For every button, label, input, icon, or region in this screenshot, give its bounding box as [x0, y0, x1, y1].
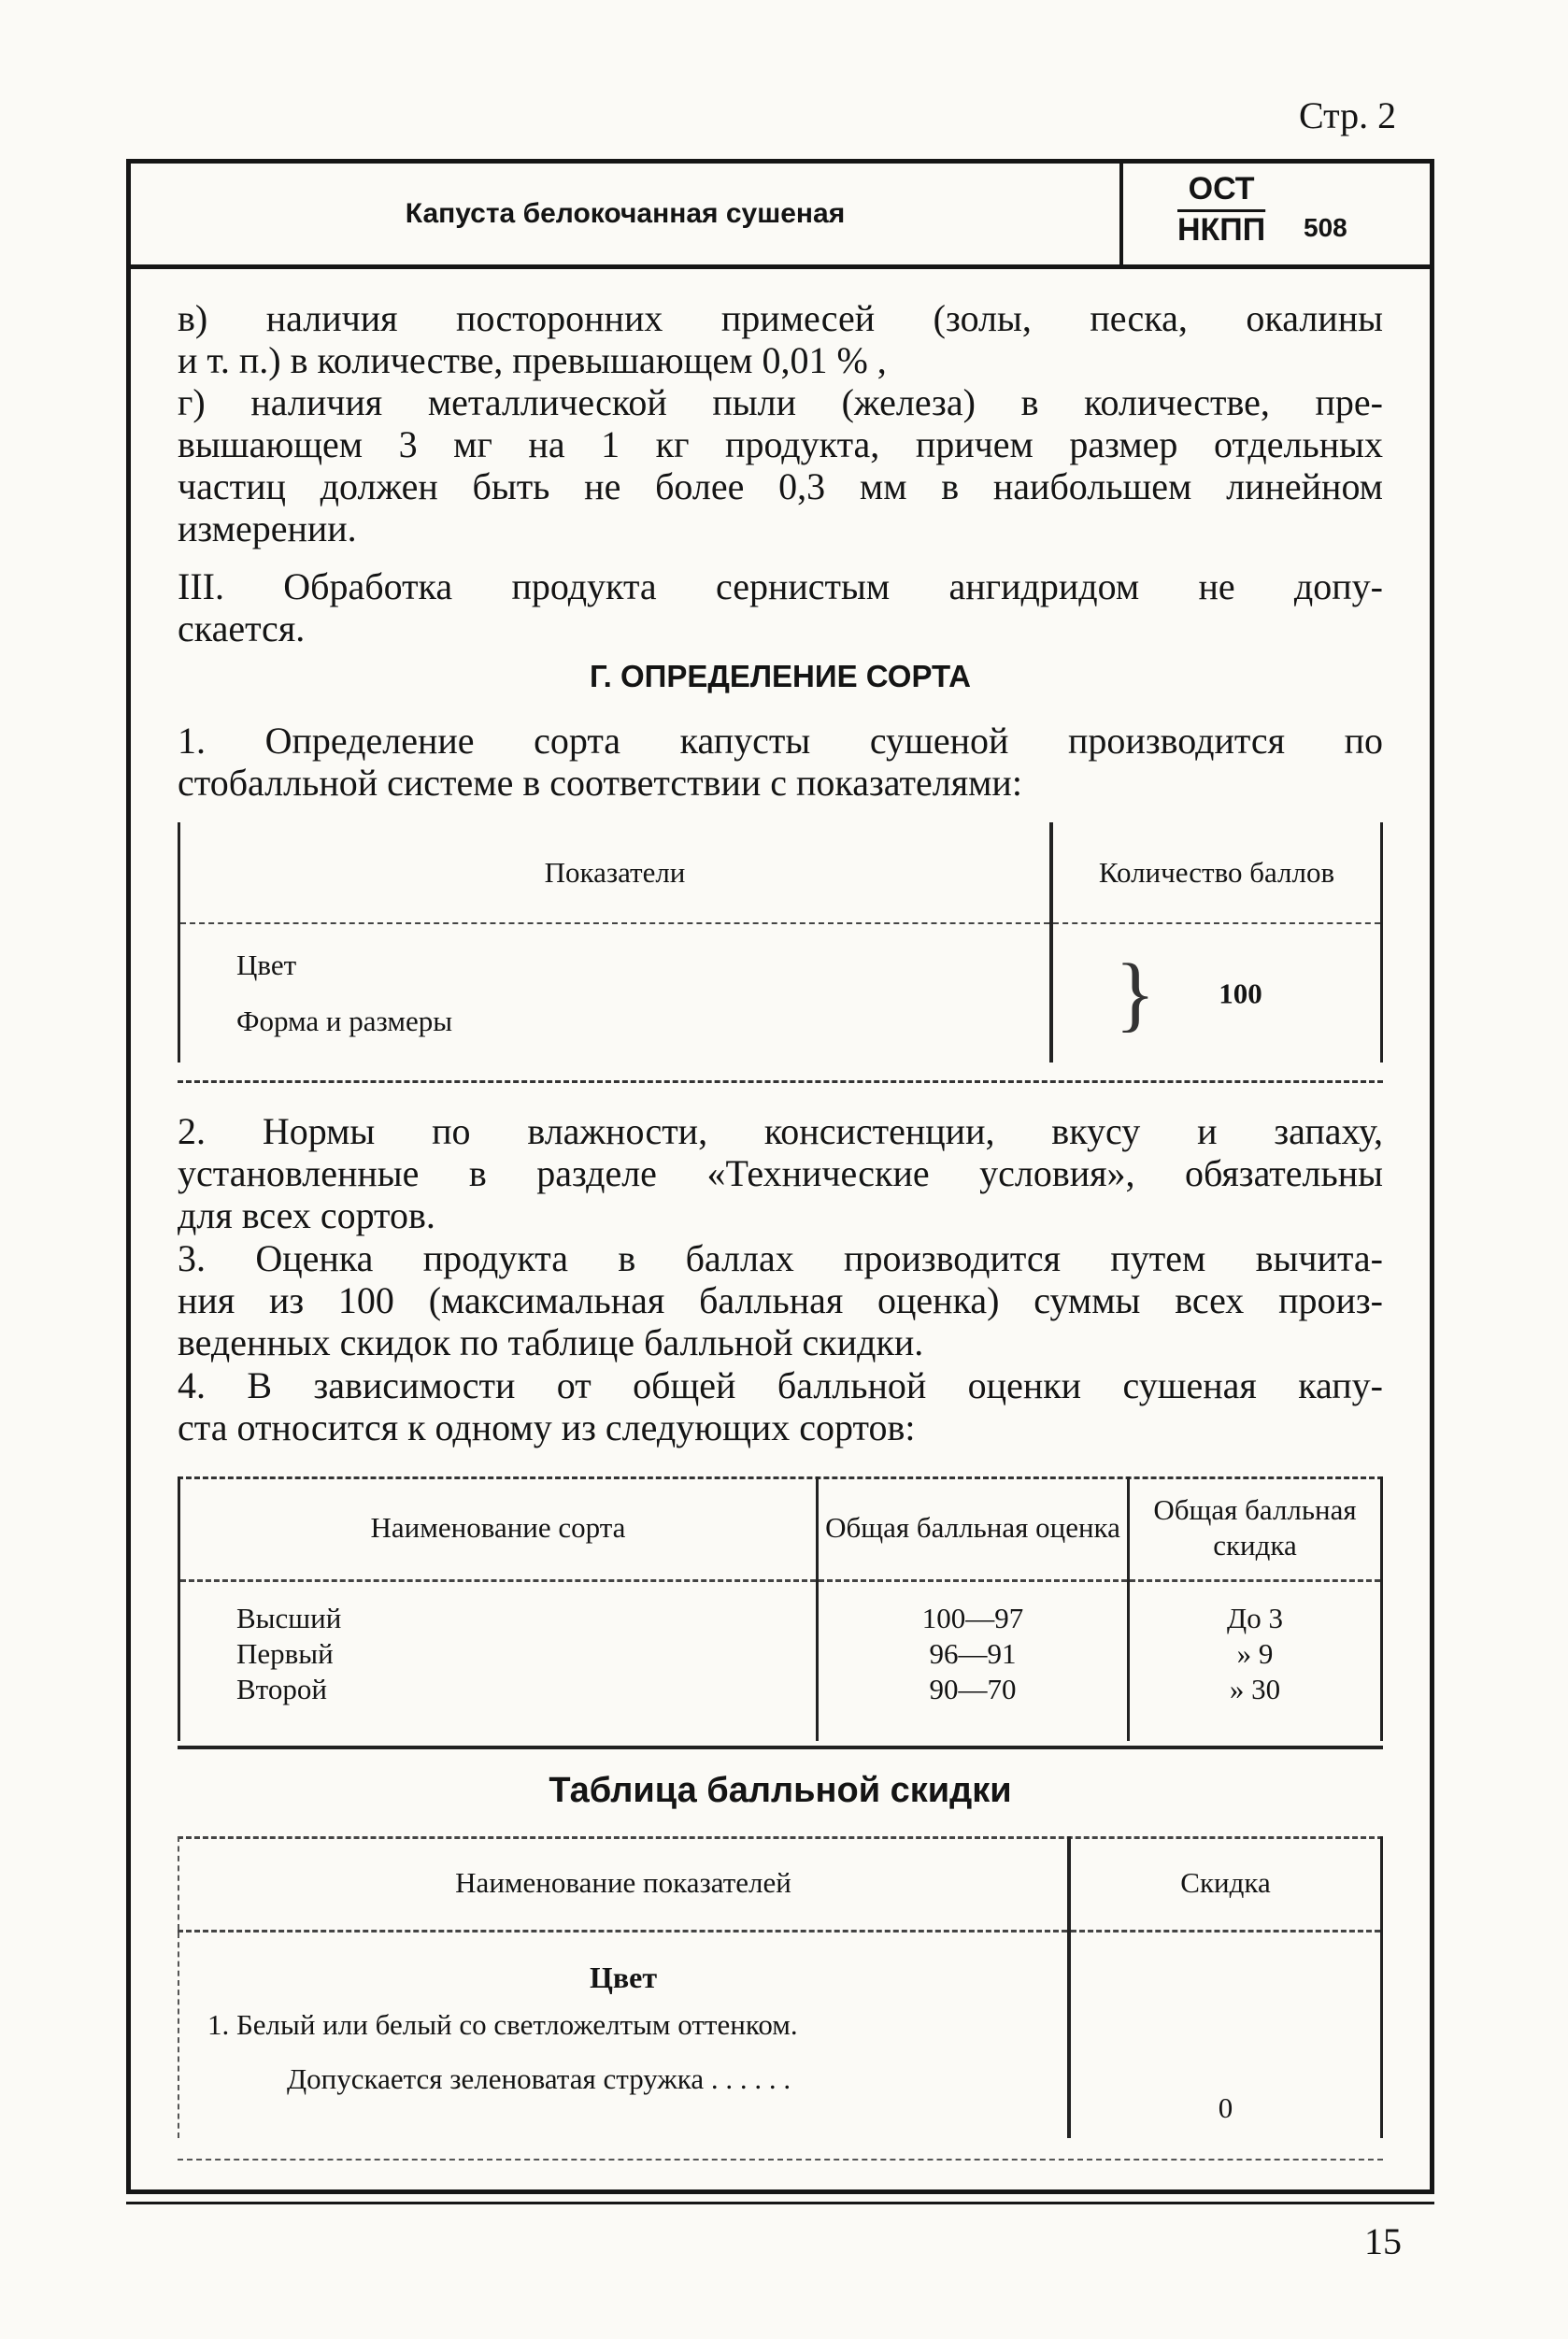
- text-line: измерении.: [178, 507, 357, 549]
- table-rule: [178, 1746, 1383, 1749]
- text-line: стобалльной системе в соответствии с показателями:: [178, 762, 1022, 804]
- text-line: г) наличия металлической пыли (железа) в количестве, пре-: [178, 381, 1383, 423]
- paragraph-1: [178, 720, 1383, 804]
- table-rule: [178, 1080, 1383, 1083]
- grade-discount: До 3: [1227, 1602, 1283, 1634]
- standard-number: 508: [1304, 213, 1347, 242]
- text-line: ста относится к одному из следующих сортов:: [178, 1406, 916, 1448]
- grade-score: 96—91: [929, 1637, 1017, 1670]
- column-header-discount: Общая балльная скидка: [1129, 1476, 1382, 1581]
- brace-icon: }: [1115, 947, 1156, 1040]
- text-line: и т. п.) в количестве, превышающем 0,01 % ,: [178, 339, 887, 381]
- column-header-indicator-name: Наименование показателей: [178, 1836, 1069, 1932]
- grade-names-cell: [179, 1581, 818, 1742]
- grade-scores-cell: [818, 1581, 1129, 1742]
- column-header-score: Общая балльная оценка: [818, 1476, 1129, 1581]
- allowance-line: Допускается зеленоватая стружка . . . . . .: [287, 2062, 791, 2095]
- text-line: установленные в разделе «Технические условия», обязательны: [178, 1152, 1383, 1194]
- page-number: 15: [1364, 2220, 1402, 2262]
- text-line: вышающем 3 мг на 1 кг продукта, причем размер отдельных: [178, 423, 1383, 465]
- points-value: 100: [1219, 977, 1262, 1009]
- text-line: для всех сортов.: [178, 1194, 435, 1236]
- grade-name: Высший: [236, 1602, 342, 1634]
- text-line: 2. Нормы по влажности, консистенции, вкусу и запаху,: [178, 1110, 1383, 1152]
- paragraph-iii: [178, 565, 1383, 649]
- section-title: Г. ОПРЕДЕЛЕНИЕ СОРТА: [590, 659, 971, 693]
- grade-discount: » 30: [1229, 1673, 1281, 1705]
- header-divider: [1119, 164, 1123, 264]
- text-line: скается.: [178, 607, 306, 649]
- discount-value: 0: [1218, 2091, 1233, 2124]
- table-cell: [179, 923, 1052, 1063]
- grade-name: Первый: [236, 1637, 334, 1670]
- column-header-grade: Наименование сорта: [179, 1476, 818, 1581]
- grade-discount: » 9: [1236, 1637, 1274, 1670]
- grade-score: 90—70: [929, 1673, 1017, 1705]
- document-title: Капуста белокочанная сушеная: [405, 198, 846, 229]
- paragraph-g: [178, 381, 1383, 549]
- standard-ost: ОСТ: [1188, 171, 1255, 207]
- text-line: ния из 100 (максимальная балльная оценка) суммы всех произ-: [178, 1279, 1383, 1321]
- table-rule: [178, 2159, 1383, 2161]
- grade-discounts-cell: [1129, 1581, 1382, 1742]
- grades-table: [178, 1476, 1383, 1741]
- group-heading: Цвет: [589, 1961, 658, 1994]
- frame-double-rule: [126, 2202, 1434, 2204]
- paragraph-2: [178, 1110, 1383, 1236]
- indicators-table: [178, 822, 1383, 1063]
- row-shape-size: Форма и размеры: [236, 1005, 453, 1037]
- column-header-points: Количество баллов: [1051, 822, 1382, 923]
- text-line: частиц должен быть не более 0,3 мм в наибольшем линейном: [178, 465, 1383, 507]
- points-cell: [1051, 923, 1382, 1063]
- text-line: III. Обработка продукта сернистым ангидридом не допу-: [178, 565, 1383, 607]
- list-item: 1. Белый или белый со светложелтым оттенком.: [207, 2008, 798, 2041]
- page-label: Стр. 2: [1299, 94, 1397, 136]
- discount-table: [178, 1836, 1383, 2138]
- table-cell: [1069, 1932, 1382, 2139]
- paragraph-4: [178, 1364, 1383, 1448]
- text-line: 3. Оценка продукта в баллах производится путем вычита-: [178, 1237, 1383, 1279]
- text-line: 1. Определение сорта капусты сушеной производится по: [178, 720, 1383, 762]
- text-line: 4. В зависимости от общей балльной оценки сушеная капу-: [178, 1364, 1383, 1406]
- header-rule: [131, 264, 1430, 269]
- table-cell: [178, 1932, 1069, 2139]
- row-color: Цвет: [236, 948, 297, 981]
- grade-name: Второй: [236, 1673, 327, 1705]
- standard-nkpp: НКПП: [1177, 212, 1266, 248]
- paragraph-v: [178, 297, 1383, 381]
- standard-designation: [1177, 168, 1347, 250]
- table-title: Таблица балльной скидки: [549, 1771, 1012, 1810]
- text-line: веденных скидок по таблице балльной скидки.: [178, 1321, 924, 1363]
- column-header-discount: Скидка: [1069, 1836, 1382, 1932]
- paragraph-3: [178, 1237, 1383, 1363]
- grade-score: 100—97: [921, 1602, 1024, 1634]
- column-header-indicators: Показатели: [179, 822, 1052, 923]
- text-line: в) наличия посторонних примесей (золы, песка, окалины: [178, 297, 1383, 339]
